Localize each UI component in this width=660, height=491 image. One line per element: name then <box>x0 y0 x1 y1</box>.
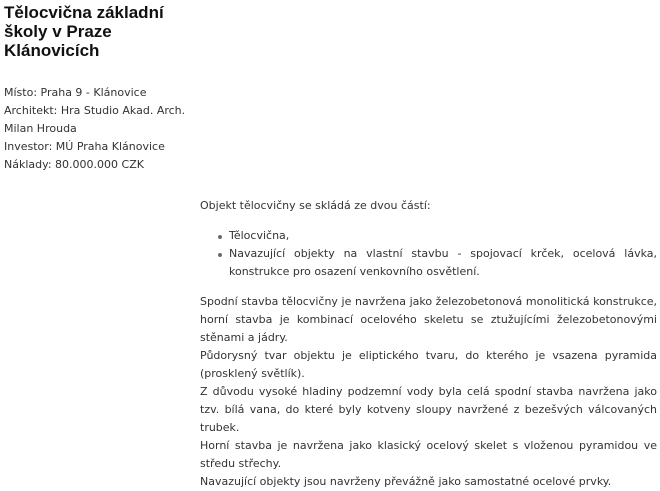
article-intro: Objekt tělocvičny se skládá ze dvou částí: <box>200 199 431 212</box>
paragraph-upper-structure: Horní stavba je navržena jako klasický ocelový skelet s vloženou pyramidou ve středu střechy. <box>200 439 657 470</box>
paragraph-adjacent-objects: Navazující objekty jsou navrženy převážně jako samostatné ocelové prvky. <box>200 475 612 488</box>
bullet-icon <box>218 253 222 257</box>
project-architect: Architekt: Hra Studio Akad. Arch. Milan Hrouda <box>4 104 186 135</box>
project-info <box>4 84 194 174</box>
paragraph-groundwater: Z důvodu vysoké hladiny podzemní vody byla celá spodní stavba navržena jako tzv. bílá vana, do které byly kotveny sloupy navržené z bezešvých válcovaných trubek. <box>200 385 657 434</box>
list-item <box>229 245 657 281</box>
article-body <box>200 197 657 491</box>
parts-list <box>200 227 657 281</box>
list-item <box>229 227 657 245</box>
list-item-text: Tělocvična, <box>229 229 290 242</box>
paragraph-floor-plan: Půdorysný tvar objektu je eliptického tvaru, do kterého je vsazena pyramida (prosklený světlík). <box>200 349 657 380</box>
bullet-icon <box>218 235 222 239</box>
paragraph-construction: Spodní stavba tělocvičny je navržena jako železobetonová monolitická konstrukce, horní stavba je kombinací ocelového skeletu se ztužujícími železobetonovými stěnami a jádry. <box>200 295 657 344</box>
page-title: Tělocvična základní školy v Praze Klánovicích <box>4 3 164 60</box>
list-item-text: Navazující objekty na vlastní stavbu - spojovací krček, ocelová lávka, konstrukce pro osazení venkovního osvětlení. <box>229 247 657 278</box>
project-investor: Investor: MÚ Praha Klánovice <box>4 140 165 153</box>
article-paragraphs <box>200 293 657 491</box>
project-costs: Náklady: 80.000.000 CZK <box>4 158 144 171</box>
project-location: Místo: Praha 9 - Klánovice <box>4 86 147 99</box>
